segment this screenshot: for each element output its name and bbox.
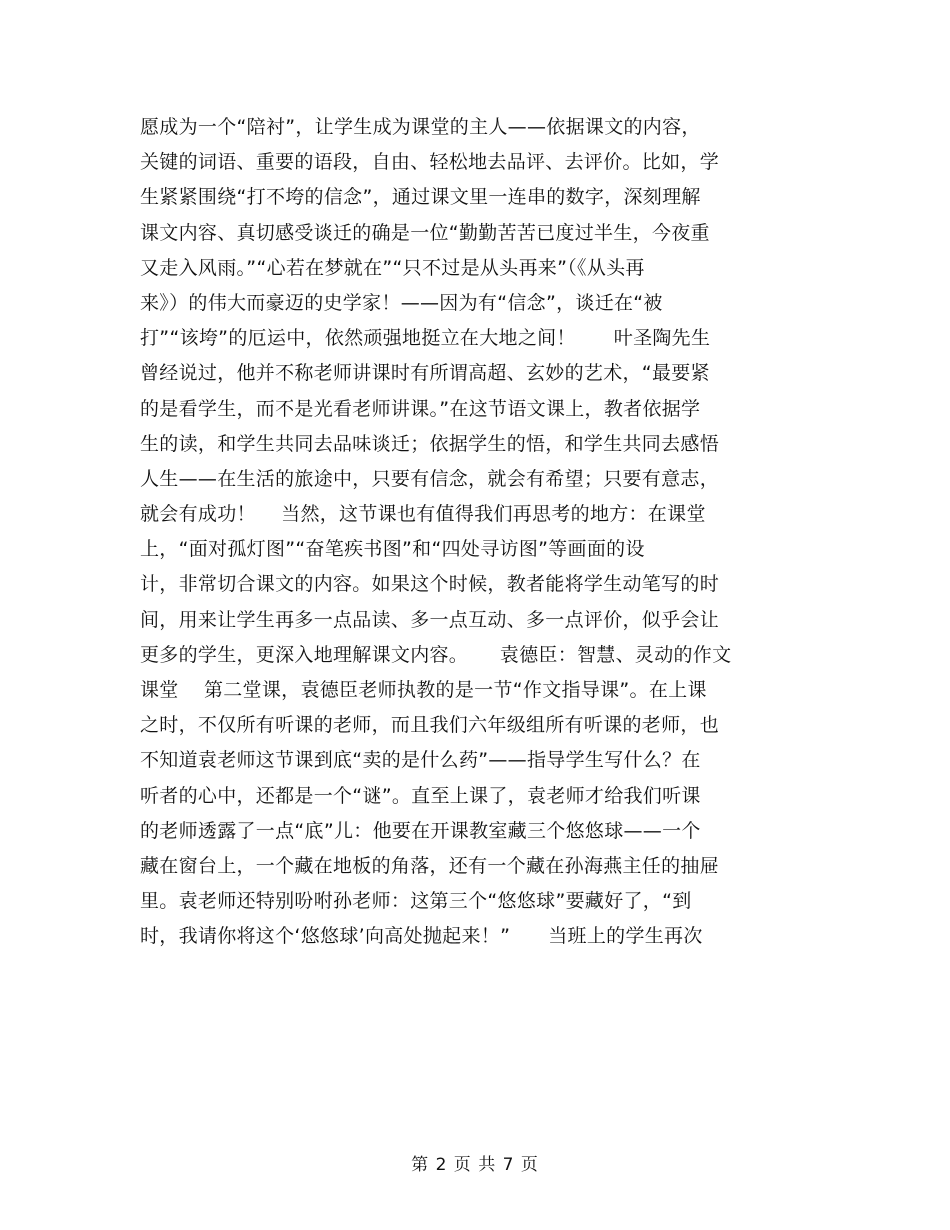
text-line: 就会有成功！ 当然，这节课也有值得我们再思考的地方：在课堂 xyxy=(140,503,706,526)
text-line: 上，“面对孤灯图”“奋笔疾书图”和“四处寻访图”等画面的设 xyxy=(140,538,645,561)
text-line: 更多的学生，更深入地理解课文内容。 袁德臣：智慧、灵动的作文 xyxy=(140,643,732,666)
text-line: 人生——在生活的旅途中，只要有信念，就会有希望；只要有意志， xyxy=(140,467,720,490)
text-line: 又走入风雨。”“心若在梦就在”“只不过是从头再来”（《从头再 xyxy=(140,256,645,279)
text-line: 课文内容、真切感受谈迁的确是一位“勤勤苦苦已度过半生，今夜重 xyxy=(140,221,710,244)
text-line: 不知道袁老师这节课到底“卖的是什么药”——指导学生写什么？在 xyxy=(140,749,701,772)
page-number-footer: 第 2 页 共 7 页 xyxy=(411,1155,539,1175)
text-line: 时，我请你将这个‘悠悠球’向高处抛起来！” 当班上的学生再次 xyxy=(140,925,703,948)
text-line: 来》）的伟大而豪迈的史学家！——因为有“信念”，谈迁在“被 xyxy=(140,291,663,314)
text-line: 课堂 第二堂课，袁德臣老师执教的是一节“作文指导课”。在上课 xyxy=(140,679,707,701)
text-line: 之时，不仅所有听课的老师，而且我们六年级组所有听课的老师，也 xyxy=(140,714,720,737)
text-line: 里。袁老师还特别吩咐孙老师：这第三个“悠悠球”要藏好了，“到 xyxy=(140,890,692,913)
text-line: 愿成为一个“陪衬”，让学生成为课堂的主人——依据课文的内容， xyxy=(140,116,701,138)
text-line: 的老师透露了一点“底”儿：他要在开课教室藏三个悠悠球——一个 xyxy=(140,819,701,842)
text-line: 曾经说过，他并不称老师讲课时有所谓高超、玄妙的艺术，“最要紧 xyxy=(140,362,710,385)
text-line: 的是看学生，而不是光看老师讲课。”在这节语文课上，教者依据学 xyxy=(140,397,701,420)
text-line: 听者的心中，还都是一个“谜”。直至上课了，袁老师才给我们听课 xyxy=(140,784,701,807)
text-line: 藏在窗台上，一个藏在地板的角落，还有一个藏在孙海燕主任的抽屉 xyxy=(140,854,720,877)
text-line: 关键的词语、重要的语段，自由、轻松地去品评、去评价。比如，学 xyxy=(140,151,720,174)
text-line: 间，用来让学生再多一点品读、多一点互动、多一点评价，似乎会让 xyxy=(140,608,720,631)
body-text xyxy=(140,110,830,955)
text-line: 打”“该垮”的厄运中，依然顽强地挺立在大地之间！ 叶圣陶先生 xyxy=(140,327,711,350)
text-line: 计，非常切合课文的内容。如果这个时候，教者能将学生动笔写的时 xyxy=(140,573,720,596)
text-line: 生紧紧围绕“打不垮的信念”，通过课文里一连串的数字，深刻理解 xyxy=(140,186,701,209)
text-line: 生的读，和学生共同去品味谈迁；依据学生的悟，和学生共同去感悟 xyxy=(140,432,720,455)
